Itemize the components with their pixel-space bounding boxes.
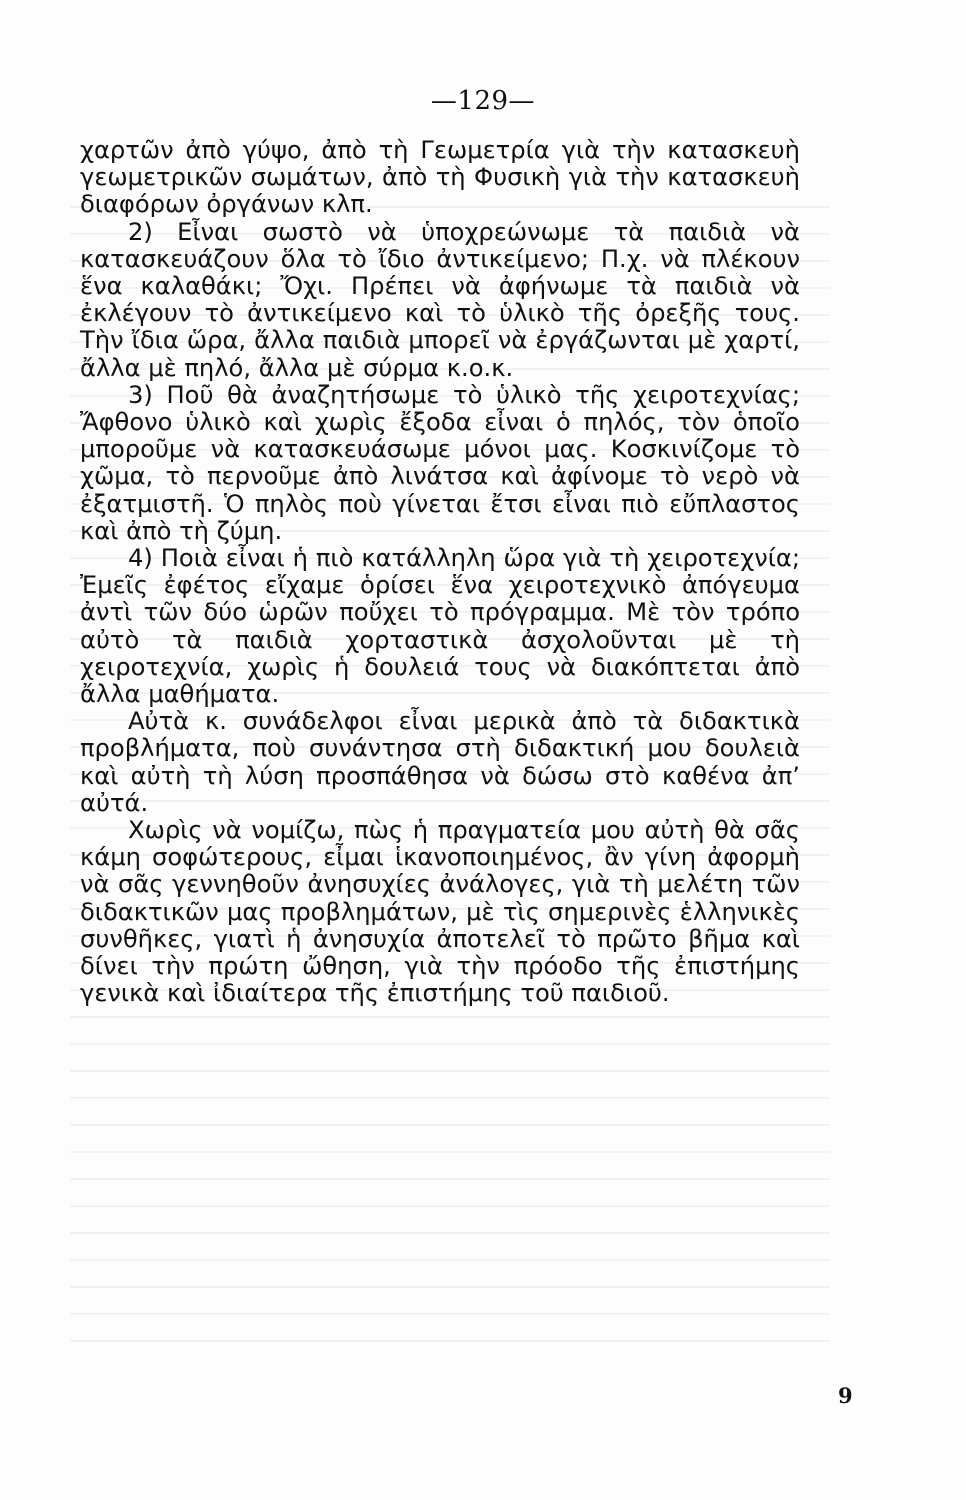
paragraph-question-2: 2) Εἶναι σωστὸ νὰ ὑποχρεώνωμε τὰ παιδιὰ νὰ κατασκευάζουν ὅλα τὸ ἴδιο ἀντικείμενο; Π.χ. νὰ πλέκουν ἕνα καλαθάκι; Ὄχι. Πρέπει νὰ ἀφήνωμε τὰ παιδιὰ νὰ ἐκλέγουν τὸ ἀντικείμενο καὶ τὸ ὑλικὸ τῆς ὀρεξῆς τους. Τὴν ἴδια ὥρα, ἄλλα παιδιὰ μπορεῖ νὰ ἐργάζωνται μὲ χαρτί, ἄλλα μὲ πηλό, ἄλλα μὲ σύρμα κ.ο.κ.	[80, 217, 800, 382]
paragraph-conclusion: Χωρὶς νὰ νομίζω, πὼς ἡ πραγματεία μου αὐτὴ θὰ σᾶς κάμη σοφώτερους, εἶμαι ἱκανοποιημένος, ἂν γίνη ἀφορμὴ νὰ σᾶς γεννηθοῦν ἀνησυχίες ἀνάλογες, γιὰ τὴ μελέτη τῶν διδακτικῶν μας προβλημάτων, μὲ τὶς σημερινὲς ἑλληνικὲς συνθῆκες, γιατὶ ἡ ἀνησυχία ἀποτελεῖ τὸ πρῶτο βῆμα καὶ δίνει τὴν πρώτη ὤθηση, γιὰ τὴν πρόοδο τῆς ἐπιστήμης γενικὰ καὶ ἰδιαίτερα τῆς ἐπιστήμης τοῦ παιδιοῦ.	[80, 816, 800, 1008]
paragraph-summary: Αὐτὰ κ. συνάδελφοι εἶναι μερικὰ ἀπὸ τὰ διδακτικὰ προβλήματα, ποὺ συνάντησα στὴ διδακτική μου δουλειὰ καὶ αὐτὴ τὴ λύση προσπάθησα νὰ δώσω στὸ καθένα ἀπ’ αὐτά.	[80, 707, 800, 817]
body-text	[80, 137, 800, 1008]
page-number: —129—	[430, 86, 536, 116]
signature-mark: 9	[838, 1383, 853, 1408]
paragraph-question-3: 3) Ποῦ θὰ ἀναζητήσωμε τὸ ὑλικὸ τῆς χειροτεχνίας; Ἄφθονο ὑλικὸ καὶ χωρὶς ἔξοδα εἶναι ὁ πηλός, τὸν ὁποῖο μποροῦμε νὰ κατασκευάσωμε μόνοι μας. Κοσκινίζομε τὸ χῶμα, τὸ περνοῦμε ἀπὸ λινάτσα καὶ ἀφίνομε τὸ νερὸ νὰ ἐξατμιστῆ. Ὁ πηλὸς ποὺ γίνεται ἔτσι εἶναι πιὸ εὔπλαστος καὶ ἀπὸ τὴ ζύμη.	[80, 380, 800, 545]
paragraph-question-4: 4) Ποιὰ εἶναι ἡ πιὸ κατάλληλη ὥρα γιὰ τὴ χειροτεχνία; Ἐμεῖς ἐφέτος εἴχαμε ὁρίσει ἕνα χειροτεχνικὸ ἀπόγευμα ἀντὶ τῶν δύο ὡρῶν ποὔχει τὸ πρόγραμμα. Μὲ τὸν τρόπο αὐτὸ τὰ παιδιὰ χορταστικὰ ἀσχολοῦνται μὲ τὴ χειροτεχνία, χωρὶς ἡ δουλειά τους νὰ διακόπτεται ἀπὸ ἄλλα μαθήματα.	[80, 544, 800, 709]
paragraph-continuation: χαρτῶν ἀπὸ γύψο, ἀπὸ τὴ Γεωμετρία γιὰ τὴν κατασκευὴ γεωμετρικῶν σωμάτων, ἀπὸ τὴ Φυσικὴ γιὰ τὴν κατασκευὴ διαφόρων ὀργάνων κλπ.	[80, 136, 800, 219]
